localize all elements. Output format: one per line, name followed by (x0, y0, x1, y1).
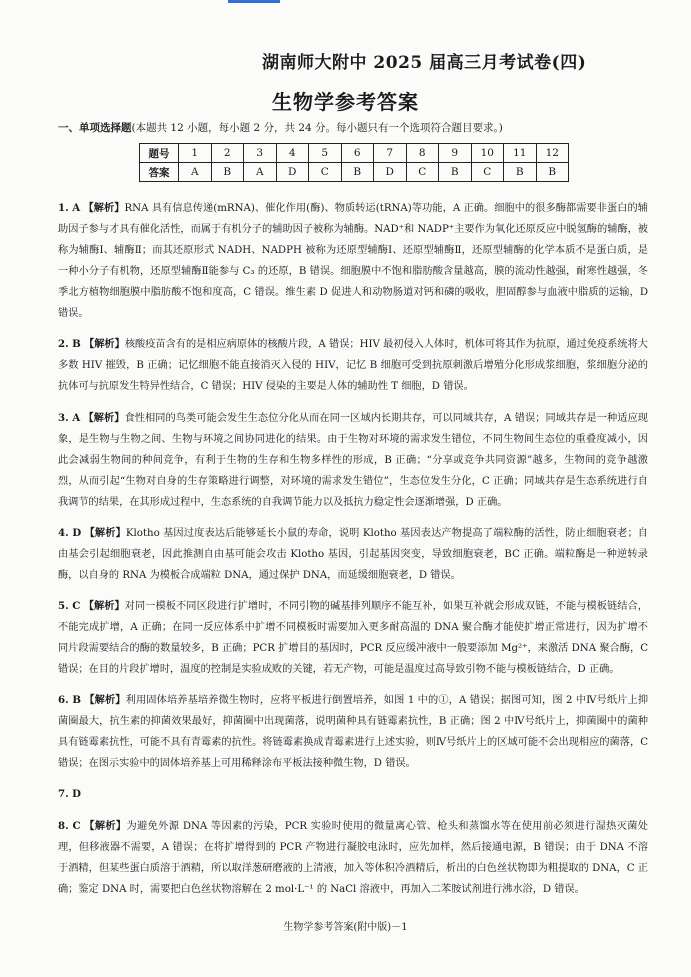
question-number: 10 (471, 144, 504, 163)
item-number: 2. B (58, 338, 81, 351)
item-text: RNA 具有信息传递(mRNA)、催化作用(酶)、物质转运(tRNA)等功能，A 正确。细胞中的很多酶都需要非蛋白的辅助因子参与才具有催化活性，而属于有机分子的辅助因子被称为辅酶。NAD⁺和 NADP⁺主要作为氧化还原反应中脱氢酶的辅酶，被称为辅酶Ⅰ、辅酶Ⅱ；而其还原形式 NADH、NADPH 被称为还原型辅酶Ⅰ、还原型辅酶Ⅱ，还原型辅酶的化学本质不是蛋白质，是一种小分子有机物，还原型辅酶Ⅱ能参与 C₃ 的还原，B 错误。细胞膜中不饱和脂肪酸含量越高，膜的流动性越强，耐寒性越强，冬季北方植物细胞膜中脂肪酸不饱和度高，C 错误。维生素 D 促进人和动物肠道对钙和磷的吸收，胆固醇参与血液中脂质的运输，D 错误。 (58, 203, 648, 320)
question-number: 5 (309, 144, 342, 163)
item-number: 7. D (58, 788, 82, 801)
explanation-item-6 (58, 690, 648, 774)
item-text: 对同一模板不同区段进行扩增时，不同引物的碱基排列顺序不能互补，如果互补就会形成双链，不能与模板链结合，不能完成扩增，A 正确；在同一反应体系中扩增不同模板时需要加入更多耐高温的 DNA 聚合酶才能使扩增正常进行，因为扩增不同片段需要结合的酶的数量较多，B 正确；PCR 扩增目的基因时，PCR 反应缓冲液中一般要添加 Mg²⁺，来激活 DNA 聚合酶，C 错误；在目的片段扩增时，温度的控制是实验成败的关键，若无产物，可能是温度过高导致引物不能与模板链结合，D 正确。 (58, 600, 648, 675)
question-number: 6 (341, 144, 374, 163)
section-note: (本题共 12 小题，每小题 2 分，共 24 分。每小题只有一个选项符合题目要求。) (131, 122, 503, 134)
section-heading (58, 120, 503, 135)
analysis-tag: 【解析】 (83, 411, 125, 424)
item-number: 1. A (58, 202, 81, 215)
item-number: 3. A (58, 411, 81, 424)
item-number: 8. C (58, 819, 81, 832)
item-text: 食性相同的鸟类可能会发生生态位分化从而在同一区域内长期共存，可以同域共存，A 错误；同域共存是一种适应现象，是生物与生物之间、生物与环境之间协同进化的结果。由于生物对环境的需求发生错位，不同生物间生态位的重叠度减小，因此会减弱生物间的种间竞争，有利于生物的生存和生物多样性的形成，B 正确；“分享或竞争共同资源”越多，生物间的竞争越激烈，从而引起“生物对自身的生存策略进行调整，对环境的需求发生错位”，生态位发生分化，C 正确；同域共存是生态系统进行自我调节的结果，在其形成过程中，生态系统的自我调节能力以及抵抗力稳定性会逐渐增强，D 正确。 (58, 412, 648, 508)
item-number: 5. C (58, 599, 81, 612)
explanation-item-3 (58, 408, 648, 513)
answer-table-number-row (140, 144, 569, 163)
explanation-item-5 (58, 596, 648, 680)
answer-cell: B (504, 163, 537, 182)
explanation-item-1 (58, 198, 648, 324)
question-number: 7 (374, 144, 407, 163)
question-number: 11 (504, 144, 537, 163)
explanation-list (58, 188, 648, 900)
analysis-tag: 【解析】 (84, 338, 125, 351)
answer-cell: B (341, 163, 374, 182)
answer-cell: B (211, 163, 244, 182)
answer-table-answer-row (140, 163, 569, 182)
row-label-number: 题号 (140, 144, 179, 163)
answer-cell: A (179, 163, 212, 182)
question-number: 12 (536, 144, 569, 163)
answer-cell: C (309, 163, 342, 182)
analysis-tag: 【解析】 (84, 819, 127, 832)
answer-cell: B (536, 163, 569, 182)
item-number: 4. D (58, 526, 82, 539)
answer-cell: A (244, 163, 277, 182)
answer-table (139, 143, 569, 182)
section-title: 一、单项选择题 (58, 122, 132, 134)
item-text: 为避免外源 DNA 等因素的污染，PCR 实验时使用的微量离心管、枪头和蒸馏水等在使用前必须进行湿热灭菌处理，但移液器不需要，A 错误；在将扩增得到的 PCR 产物进行凝胶电泳时，应先加样，然后接通电源，B 错误；由于 DNA 不溶于酒精，但某些蛋白质溶于酒精，所以取洋葱研磨液的上清液，加入等体积冷酒精后，析出的白色丝状物即为粗提取的 DNA，C 正确；鉴定 DNA 时，需要把白色丝状物溶解在 2 mol·L⁻¹ 的 NaCl 溶液中，再加入二苯胺试剂进行沸水浴，D 错误。 (58, 820, 648, 895)
item-text: Klotho 基因过度表达后能够延长小鼠的寿命，说明 Klotho 基因表达产物提高了端粒酶的活性，防止细胞衰老；自由基会引起细胞衰老，因此推测自由基可能会攻击 Klotho 基因，引起基因突变，导致细胞衰老，BC 正确。端粒酶是一种逆转录酶，以自身的 RNA 为模板合成端粒 DNA，通过保护 DNA，而延缓细胞衰老，D 错误。 (58, 527, 648, 581)
page-footer: 生物学参考答案(附中版)－1 (283, 922, 408, 933)
answer-cell: D (276, 163, 309, 182)
explanation-item-8 (58, 816, 648, 900)
answer-cell: D (374, 163, 407, 182)
row-label-answer: 答案 (140, 163, 179, 182)
explanation-item-7 (58, 784, 648, 805)
item-number: 6. B (58, 694, 81, 707)
analysis-tag: 【解析】 (84, 526, 126, 539)
top-accent-bar (228, 0, 280, 3)
item-text: 利用固体培养基培养微生物时，应将平板进行倒置培养，如图 1 中的①，A 错误；据图可知，图 2 中Ⅳ号纸片上抑菌圈最大，抗生素的抑菌效果最好，抑菌圈中出现菌落，说明菌种具有链霉素抗性，B 正确；图 2 中Ⅳ号纸片上，抑菌圈中的菌种具有链霉素抗性，可能不具有青霉素的抗性。将链霉素换成青霉素进行上述实验，则Ⅳ号纸片上的区域可能不会出现相应的菌落，C 错误；在图示实验中的固体培养基上可用稀释涂布平板法接种微生物，D 错误。 (58, 695, 649, 770)
document-title: 湖南师大附中 2025 届高三月考试卷(四) (262, 53, 587, 73)
question-number: 1 (179, 144, 212, 163)
analysis-tag: 【解析】 (83, 202, 125, 215)
answer-cell: B (439, 163, 472, 182)
answer-cell: C (471, 163, 504, 182)
analysis-tag: 【解析】 (84, 694, 126, 707)
answer-cell: C (406, 163, 439, 182)
question-number: 8 (406, 144, 439, 163)
question-number: 2 (211, 144, 244, 163)
explanation-item-4 (58, 523, 648, 586)
question-number: 3 (244, 144, 277, 163)
question-number: 9 (439, 144, 472, 163)
analysis-tag: 【解析】 (83, 599, 125, 612)
question-number: 4 (276, 144, 309, 163)
document-subtitle: 生物学参考答案 (272, 90, 419, 114)
item-text: 核酸疫苗含有的是相应病原体的核酸片段，A 错误；HIV 最初侵入人体时，机体可将其作为抗原，通过免疫系统将大多数 HIV 摧毁，B 正确；记忆细胞不能直接消灭入侵的 HIV，记忆 B 细胞可受到抗原刺激后增殖分化形成浆细胞，浆细胞分泌的抗体可与抗原发生特异性结合，C 错误；HIV 侵染的主要是人体的辅助性 T 细胞，D 错误。 (58, 339, 648, 393)
explanation-item-2 (58, 334, 648, 397)
